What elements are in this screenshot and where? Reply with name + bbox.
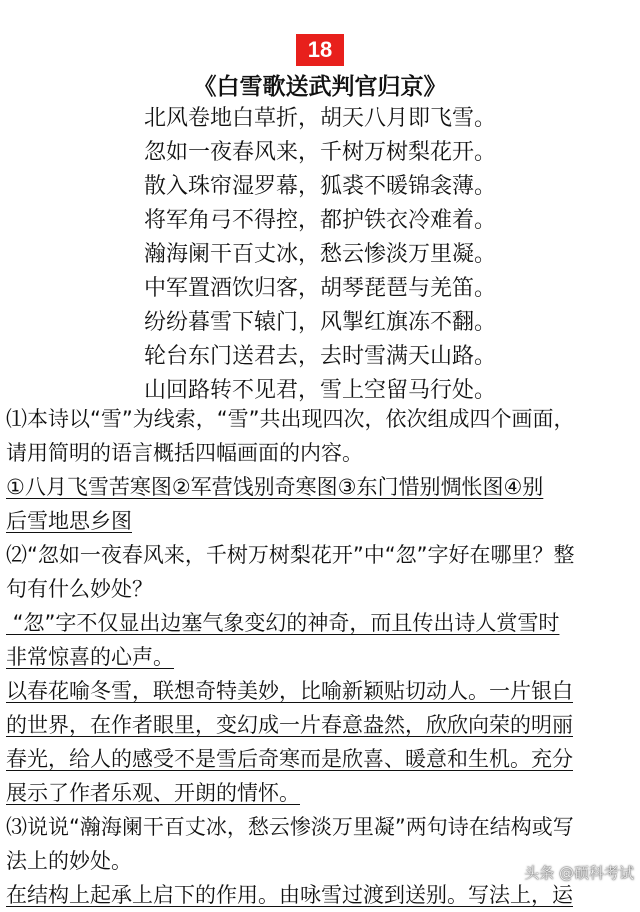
answer-line: 的世界，在作者眼里，变幻成一片春意盎然，欣欣向荣的明丽 bbox=[6, 713, 573, 737]
answer-line: 在结构上起承上启下的作用。由咏雪过渡到送别。写法上，运 bbox=[6, 883, 573, 907]
question-2 bbox=[6, 538, 636, 606]
answer-3 bbox=[6, 878, 636, 912]
question-line: ⑴本诗以“雪”为线索，“雪”共出现四次，依次组成四个画面， bbox=[6, 407, 575, 431]
poem-line: 山回路转不见君，雪上空留马行处。 bbox=[143, 378, 496, 403]
question-line: ⑵“忽如一夜春风来，千树万树梨花开”中“忽”字好在哪里？整 bbox=[6, 543, 575, 567]
answer-line: 展示了作者乐观、开朗的情怀。 bbox=[6, 781, 300, 805]
question-line: 请用简明的语言概括四幅画面的内容。 bbox=[6, 441, 363, 465]
poem-line: 北风卷地白草折，胡天八月即飞雪。 bbox=[143, 106, 496, 131]
answer-1 bbox=[6, 470, 636, 538]
question-line: ⑶说说“瀚海阑干百丈冰，愁云惨淡万里凝”两句诗在结构或写 bbox=[6, 815, 574, 839]
poem-line: 将军角弓不得控，都护铁衣冷难着。 bbox=[143, 208, 496, 233]
poem-title: 《白雪歌送武判官归京》 bbox=[193, 74, 447, 100]
questions-section bbox=[6, 402, 636, 912]
poem-line: 中军置酒饮归客，胡琴琵琶与羌笛。 bbox=[143, 276, 496, 301]
poem-line: 散入珠帘湿罗幕，狐裘不暖锦衾薄。 bbox=[143, 174, 496, 199]
answer-line: “忽”字不仅显出边塞气象变幻的神奇，而且传出诗人赏雪时 bbox=[6, 611, 560, 635]
question-1 bbox=[6, 402, 636, 470]
answer-2 bbox=[6, 606, 636, 810]
question-line: 法上的妙处。 bbox=[6, 849, 132, 873]
answer-line: 春光，给人的感受不是雪后奇寒而是欣喜、暖意和生机。充分 bbox=[6, 747, 573, 771]
question-number-badge: 18 bbox=[296, 34, 344, 66]
answer-line: 非常惊喜的心声。 bbox=[6, 645, 174, 669]
poem-line: 轮台东门送君去，去时雪满天山路。 bbox=[143, 344, 496, 369]
poem-line: 忽如一夜春风来，千树万树梨花开。 bbox=[143, 140, 496, 165]
poem-line: 瀚海阑干百丈冰，愁云惨淡万里凝。 bbox=[143, 242, 496, 267]
watermark: 头条 @硕科考试 bbox=[524, 864, 634, 882]
question-line: 句有什么妙处？ bbox=[6, 577, 153, 601]
poem-body bbox=[0, 102, 640, 408]
answer-line: 以春花喻冬雪，联想奇特美妙，比喻新颖贴切动人。一片银白 bbox=[6, 679, 573, 703]
answer-line: 后雪地思乡图 bbox=[6, 509, 132, 533]
poem-line: 纷纷暮雪下辕门，风掣红旗冻不翻。 bbox=[143, 310, 496, 335]
answer-line: ①八月飞雪苦寒图②军营饯别奇寒图③东门惜别惆怅图④别 bbox=[6, 475, 544, 499]
